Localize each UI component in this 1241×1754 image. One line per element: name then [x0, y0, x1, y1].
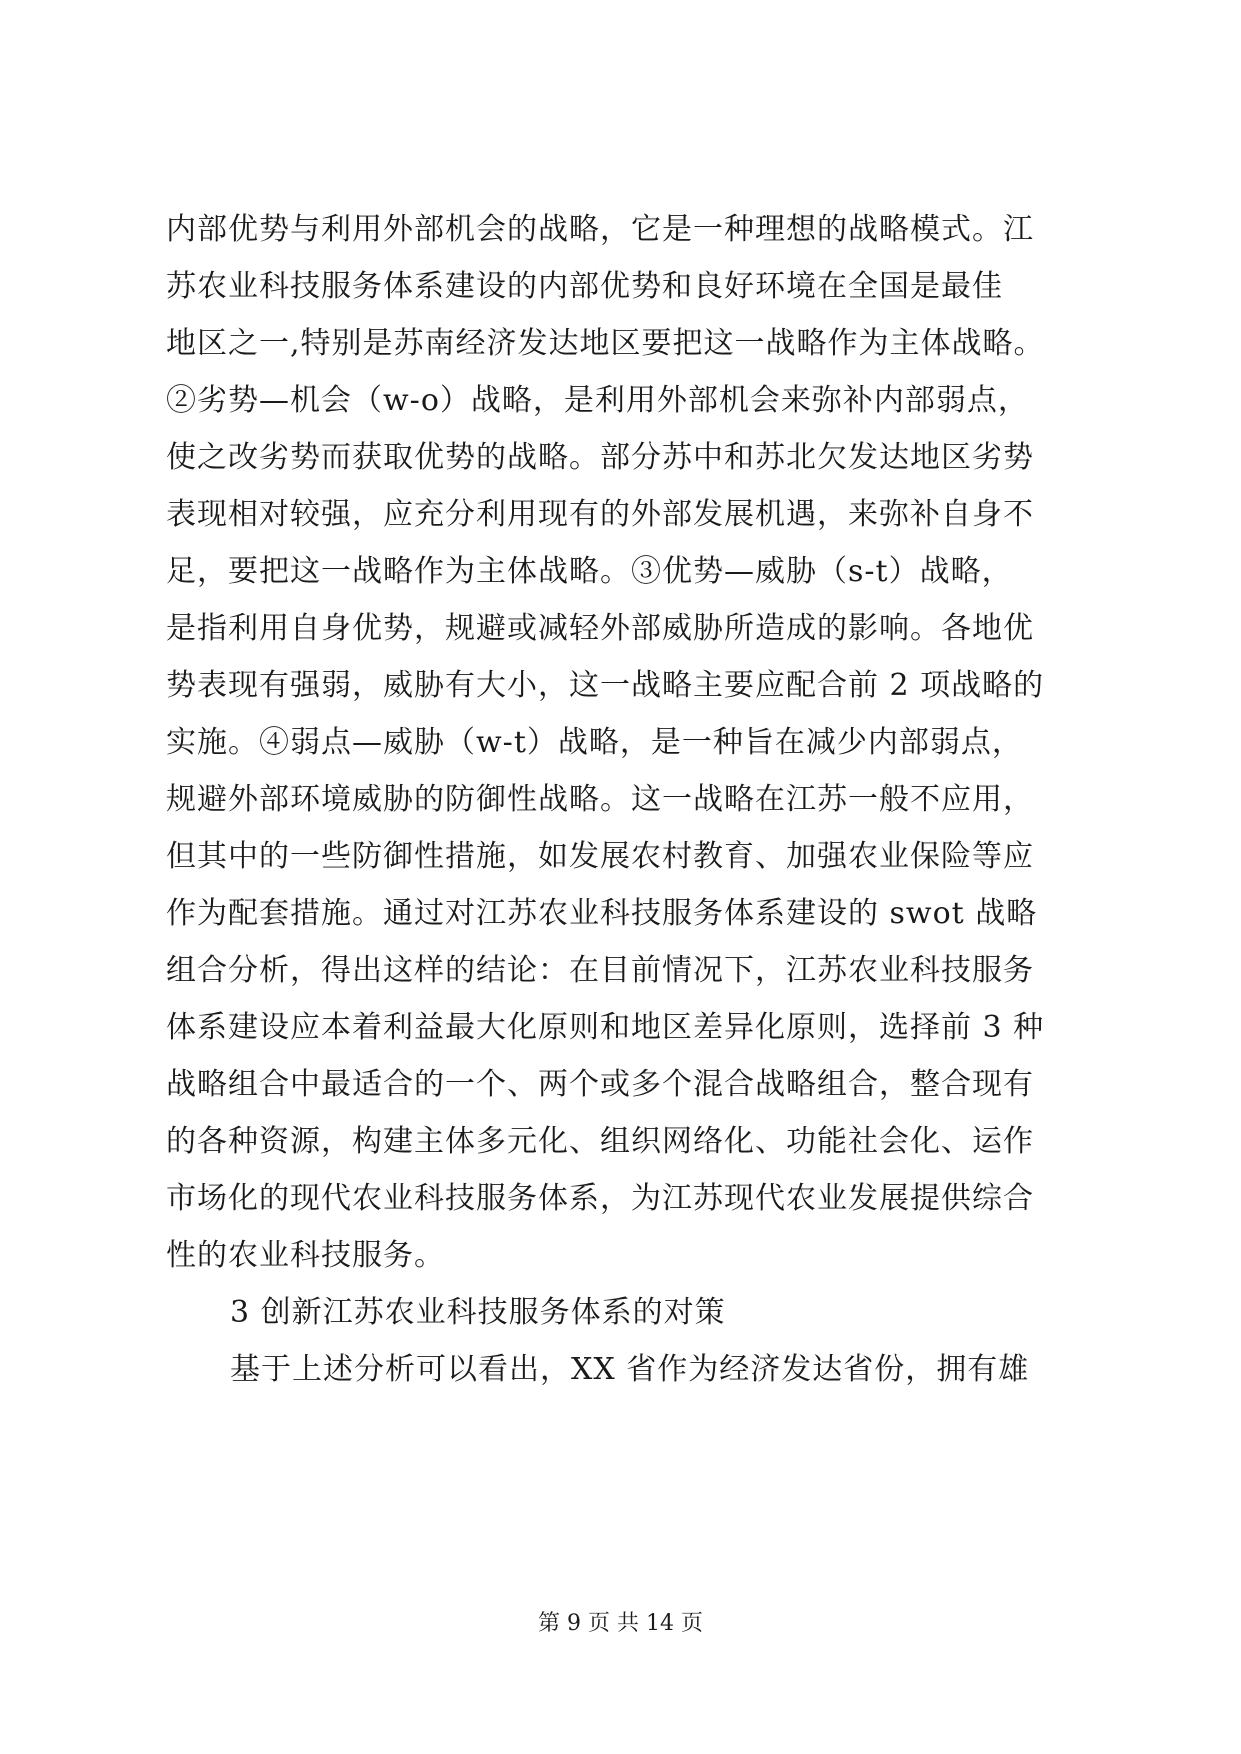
section-heading: 3 创新江苏农业科技服务体系的对策: [230, 1295, 726, 1330]
body-text-line: 内部优势与利用外部机会的战略，它是一种理想的战略模式。江: [166, 212, 1034, 247]
body-text-line: 规避外部环境威胁的防御性战略。这一战略在江苏一般不应用，: [166, 782, 1034, 817]
body-text-line: 作为配套措施。通过对江苏农业科技服务体系建设的 swot 战略: [166, 896, 1038, 931]
body-text-line: 足，要把这一战略作为主体战略。③优势—威胁（s-t）战略，: [166, 554, 1013, 589]
body-text-line: 地区之一,特别是苏南经济发达地区要把这一战略作为主体战略。: [166, 326, 1045, 361]
body-text-line: 但其中的一些防御性措施，如发展农村教育、加强农业保险等应: [166, 839, 1034, 874]
body-text-line: 表现相对较强，应充分利用现有的外部发展机遇，来弥补自身不: [166, 497, 1034, 532]
body-text-line: 实施。④弱点—威胁（w-t）战略，是一种旨在减少内部弱点，: [166, 725, 1023, 760]
body-text-line: ②劣势—机会（w-o）战略，是利用外部机会来弥补内部弱点，: [166, 383, 1029, 418]
body-text-line: 苏农业科技服务体系建设的内部优势和良好环境在全国是最佳: [166, 269, 1003, 304]
body-text-line: 市场化的现代农业科技服务体系，为江苏现代农业发展提供综合: [166, 1181, 1034, 1216]
body-text-line: 的各种资源，构建主体多元化、组织网络化、功能社会化、运作: [166, 1124, 1034, 1159]
body-text-line: 性的农业科技服务。: [166, 1238, 445, 1273]
body-text-line: 使之改劣势而获取优势的战略。部分苏中和苏北欠发达地区劣势: [166, 440, 1034, 475]
page-footer: 第 9 页 共 14 页: [538, 1611, 703, 1636]
body-text-line: 组合分析，得出这样的结论：在目前情况下，江苏农业科技服务: [166, 953, 1034, 988]
body-text-line: 基于上述分析可以看出，XX 省作为经济发达省份，拥有雄: [230, 1352, 1030, 1387]
body-text-line: 体系建设应本着利益最大化原则和地区差异化原则，选择前 3 种: [166, 1010, 1045, 1045]
body-text-line: 势表现有强弱，威胁有大小，这一战略主要应配合前 2 项战略的: [166, 668, 1045, 703]
body-text-line: 是指利用自身优势，规避或减轻外部威胁所造成的影响。各地优: [166, 611, 1034, 646]
body-text-line: 战略组合中最适合的一个、两个或多个混合战略组合，整合现有: [166, 1067, 1034, 1102]
